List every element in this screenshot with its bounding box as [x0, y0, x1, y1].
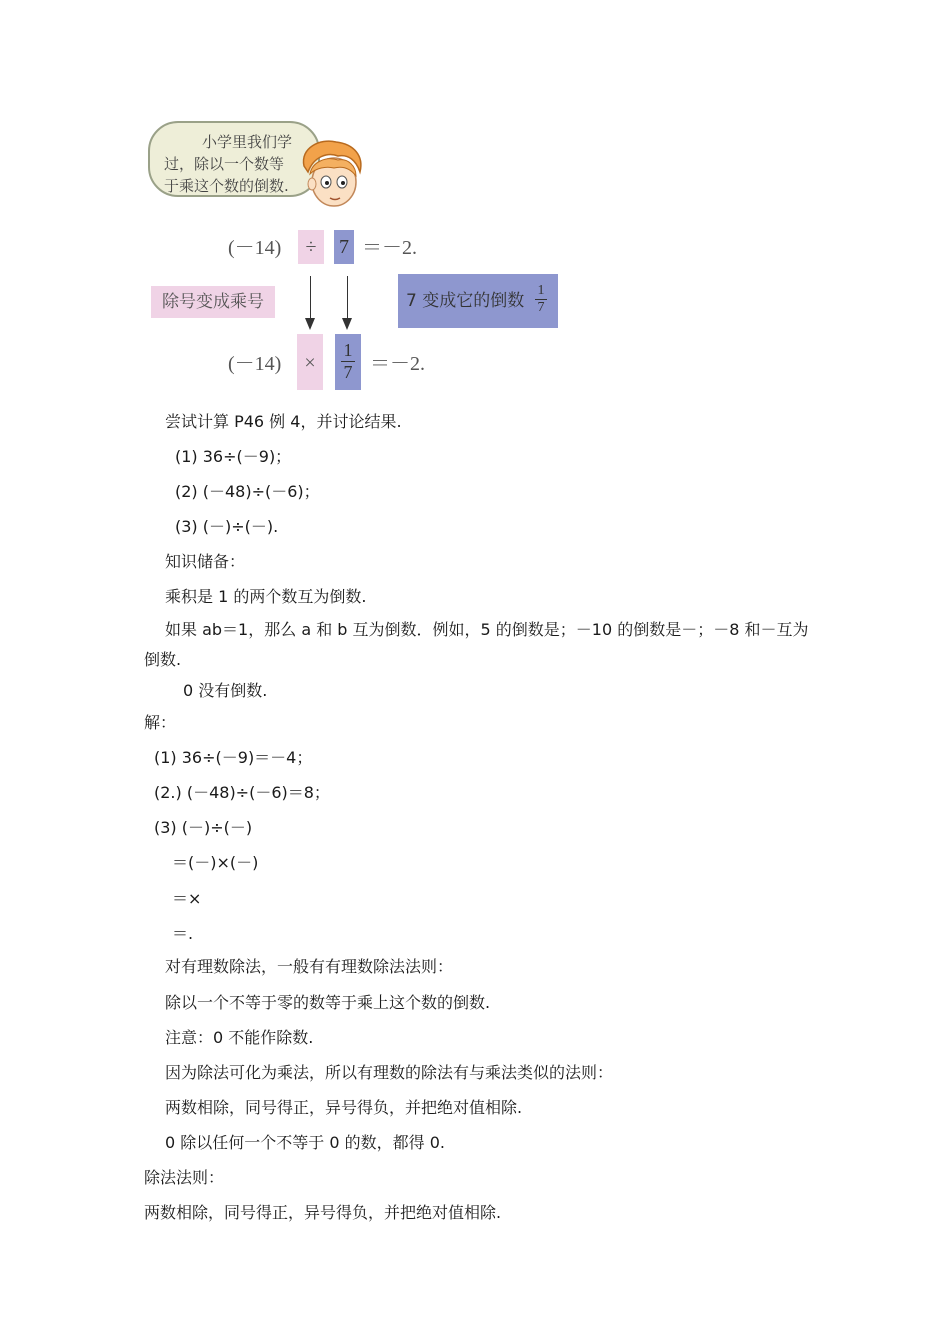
arrow-down-icon: [305, 318, 315, 330]
formula-bottom-left: (－14): [228, 353, 282, 375]
knowledge-heading: 知识储备：: [165, 552, 246, 571]
cartoon-boy-illustration: [298, 138, 366, 212]
note: 注意：0 不能作除数.: [165, 1028, 314, 1047]
bubble-line-2: 过，除以一个数等: [164, 155, 285, 173]
because-text: 因为除法可化为乘法，所以有理数的除法有与乘法类似的法则：: [165, 1063, 614, 1082]
solution-3-step-b: ＝×: [172, 889, 202, 908]
reciprocal-denominator: 7: [341, 361, 355, 383]
pink-operator-box-bottom: [297, 334, 323, 390]
blue-label-text: 7 变成它的倒数: [406, 291, 525, 311]
speech-bubble: [148, 121, 320, 197]
pink-label-box: [151, 286, 275, 318]
formula-top-result: ＝－2.: [362, 237, 417, 259]
pink-label-text: 除号变成乘号: [162, 292, 264, 312]
solution-2: (2.) (－48)÷(－6)＝8；: [154, 783, 330, 802]
multiplication-sign: ×: [304, 352, 316, 374]
reciprocal-fraction: [341, 340, 355, 383]
division-sign: ÷: [305, 236, 317, 258]
reciprocal-numerator: 1: [343, 340, 353, 360]
rule-1: 除以一个不等于零的数等于乘上这个数的倒数.: [165, 993, 491, 1012]
arrow-down-icon: [342, 318, 352, 330]
blue-number-box-bottom: [335, 334, 361, 390]
solution-1: (1) 36÷(－9)＝－4；: [154, 748, 313, 767]
bubble-line-1: 小学里我们学: [202, 133, 293, 151]
divisor-seven: 7: [339, 236, 349, 258]
blue-number-box-top: [334, 230, 354, 264]
knowledge-2: 如果 ab＝1，那么 a 和 b 互为倒数．例如，5 的倒数是；－10 的倒数是－；－8 和－互为: [165, 620, 809, 639]
question-1: (1) 36÷(－9)；: [175, 447, 292, 466]
question-2: (2) (－48)÷(－6)；: [175, 482, 320, 501]
law-title: 除法法则：: [144, 1168, 225, 1187]
pink-operator-box-top: [298, 230, 324, 264]
bubble-line-3: 于乘这个数的倒数.: [164, 177, 289, 195]
arrow-right-shaft: [347, 276, 348, 320]
blue-fraction: [535, 283, 547, 316]
rule-intro: 对有理数除法，一般有有理数除法法则：: [165, 957, 454, 976]
rule-3: 0 除以任何一个不等于 0 的数，都得 0.: [165, 1133, 445, 1152]
knowledge-2-cont: 倒数.: [144, 650, 182, 669]
blue-label-box: [398, 274, 558, 328]
formula-bottom-result: ＝－2.: [370, 353, 425, 375]
solution-heading: 解：: [144, 713, 177, 732]
blue-fraction-numerator: 1: [537, 283, 545, 298]
solution-3-step-a: ＝(－)×(－): [172, 853, 259, 872]
bubble-text: [164, 131, 314, 197]
knowledge-3: 0 没有倒数.: [183, 681, 268, 700]
knowledge-1: 乘积是 1 的两个数互为倒数.: [165, 587, 367, 606]
formula-top-left: (－14): [228, 237, 282, 259]
question-3: (3) (－)÷(－).: [175, 517, 279, 536]
solution-3: (3) (－)÷(－): [154, 818, 253, 837]
solution-3-step-c: ＝.: [172, 924, 194, 943]
law-text: 两数相除，同号得正，异号得负，并把绝对值相除.: [144, 1203, 502, 1222]
rule-2: 两数相除，同号得正，异号得负，并把绝对值相除.: [165, 1098, 523, 1117]
arrow-left-shaft: [310, 276, 311, 320]
blue-fraction-denominator: 7: [535, 299, 547, 316]
try-instruction: 尝试计算 P46 例 4，并讨论结果.: [165, 412, 402, 431]
